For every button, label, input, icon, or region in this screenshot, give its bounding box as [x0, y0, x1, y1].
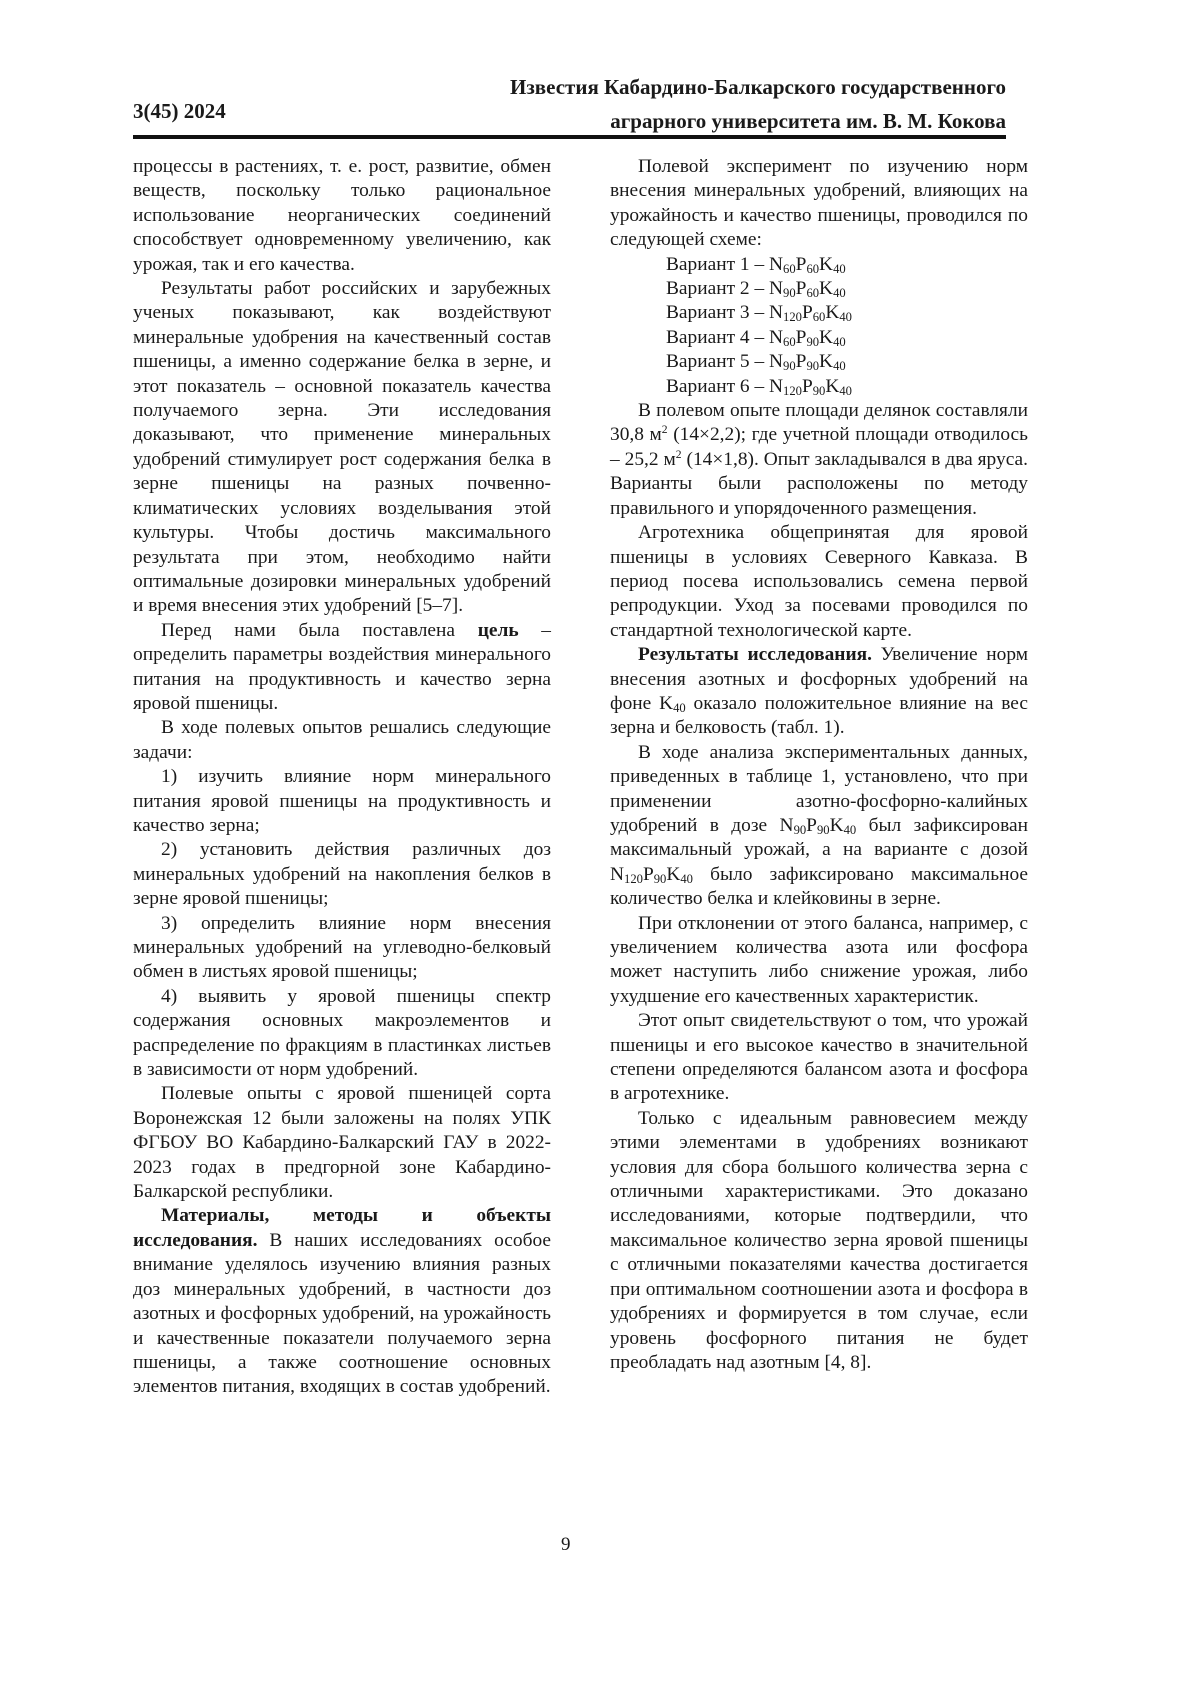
variant-item: Вариант $4 - N_{60}P_{90}K_{40}$ [666, 326, 846, 349]
task-item: 3) определить влияние норм внесения минеральных удобрений на углеводно-белковый обмен в листьях яровой пшеницы; [133, 912, 551, 983]
paragraph: Полевые опыты с яровой пшеницей сорта Воронежская 12 были заложены на полях УПК ФГБОУ ВО Кабардино-Балкарский ГАУ в 2022-2023 годах в предгорной зоне Кабардино-Балкарской республики. [133, 1083, 551, 1203]
text-run: K [666, 863, 681, 885]
text-run: был зафиксирован максимальный урожай, а на варианте с дозой N [610, 814, 1028, 885]
issue-number: 3(45) 2024 [133, 99, 226, 123]
nitrogen-dose: 120 [783, 310, 802, 325]
text-run: (14×1,8). Опыт закладывался в два яруса. Варианты были расположены по методу правильного и упорядоченного размещения. [610, 448, 1028, 519]
text-run: Перед нами была поставлена [161, 619, 478, 641]
text-run: В наших исследованиях особое внимание уделялось изучению влияния разных доз минеральных удобрений, в частности доз азотных и фосфорных удобрений, на урожайность и качественные показатели получаемого зерна пшеницы, а также соотношение основных элементов питания, входящих в состав удобрений. [133, 1229, 551, 1398]
text-run: оказало положительное влияние на вес зерна и белковость (табл. 1). [610, 692, 1028, 739]
phosphorus-dose: 90 [812, 383, 826, 398]
left-column [133, 155, 551, 1400]
variant-label: Вариант 1 – [666, 253, 770, 275]
subscript: 90 [816, 823, 830, 838]
potassium-dose: 40 [833, 261, 846, 276]
superscript: 2 [661, 423, 668, 437]
page-number: 9 [561, 1534, 571, 1555]
paragraph: процессы в растениях, т. е. рост, развитие, обмен веществ, поскольку только рациональное использование неорганических соединений способствует одновременному увеличению, как урожая, так и его качества. [133, 156, 551, 275]
paragraph: Агротехника общепринятая для яровой пшеницы в условиях Северного Кавказа. В период посева использовались семена первой репродукции. Уход за посевами проводился по стандартной технологической карте. [610, 522, 1028, 641]
nitrogen-dose: 90 [783, 286, 796, 301]
phosphorus-dose: 90 [806, 334, 820, 349]
variant-label: Вариант 4 – [666, 326, 770, 348]
text-run: – определить параметры воздействия минерального питания на продуктивность и качество зерна яровой пшеницы. [133, 619, 551, 714]
potassium-dose: 40 [833, 334, 846, 349]
section-heading: Материалы, методы и объекты исследования. [133, 1205, 551, 1251]
nitrogen-dose: 60 [783, 261, 796, 276]
paragraph-goal [133, 619, 551, 717]
phosphorus-dose: 60 [806, 261, 820, 276]
paragraph: Результаты работ российских и зарубежных ученых показывают, как воздействуют минеральные удобрения на качественный состав пшеницы, а именно содержание белка в зерне, и этот показатель – основной показатель качества получаемого зерна. Эти исследования доказывают, что применение минеральных удобрений стимулирует рост содержания белка в зерне пшеницы на разных почвенно-климатических условиях возделывания этой культуры. Чтобы достичь максимального результата при этом, необходимо найти оптимальные дозировки минеральных удобрений и время внесения этих удобрений [5–7]. [133, 278, 551, 617]
goal-term: цель [477, 619, 519, 641]
variant-label: Вариант 2 – [666, 278, 770, 300]
potassium-dose: 40 [833, 359, 846, 374]
right-column [610, 155, 1028, 1375]
variant-label: Вариант 6 – [666, 375, 770, 397]
text-run: Увеличение норм внесения азотных и фосфорных удобрений на фоне K [610, 644, 1029, 714]
paragraph: При отклонении от этого баланса, например, с увеличением количества азота или фосфора может наступить либо снижение урожая, либо ухудшение его качественных характеристик. [610, 912, 1028, 1007]
subscript: 40 [680, 871, 693, 886]
variant-label: Вариант 5 – [666, 351, 770, 373]
text-run: В ходе анализа экспериментальных данных, приведенных в таблице 1, установлено, что при применении азотно-фосфорно-калийных удобрений в дозе N [610, 741, 1028, 836]
variant-list [610, 253, 1028, 399]
text-run: P [642, 863, 654, 885]
text-run: В полевом опыте площади делянок составляли 30,8 м [610, 400, 1028, 446]
subscript: 40 [843, 823, 857, 838]
nitrogen-dose: 90 [783, 359, 796, 374]
paragraph: В ходе полевых опытов решались следующие задачи: [133, 717, 551, 763]
variant-item: Вариант $2 - N_{90}P_{60}K_{40}$ [666, 278, 846, 301]
section-heading: Результаты исследования. [638, 644, 872, 666]
paragraph-plot-area [610, 399, 1028, 521]
paragraph-analysis [610, 741, 1028, 912]
text-run: P [806, 814, 817, 836]
subscript: 90 [653, 871, 667, 886]
text-run: (14×2,2); где учетной площади отводилось – 25,2 м [610, 424, 1028, 470]
phosphorus-dose: 60 [812, 310, 826, 325]
variant-item: Вариант $1 - N_{60}P_{60}K_{40}$ [666, 253, 846, 276]
variant-item: Вариант $6 - N_{120}P_{90}K_{40}$ [666, 375, 852, 398]
potassium-dose: 40 [833, 286, 846, 301]
variant-item: Вариант $3 - N_{120}P_{60}K_{40}$ [666, 302, 852, 325]
running-header [133, 70, 1006, 136]
journal-title-line-1: Известия Кабардино-Балкарского государственного [510, 75, 1006, 99]
potassium-dose: 40 [839, 383, 852, 398]
paragraph: Этот опыт свидетельствуют о том, что урожай пшеницы и его высокое качество в значительной степени определяются балансом азота и фосфора в агротехнике. [610, 1010, 1028, 1105]
subscript: 90 [793, 823, 807, 838]
paragraph: Полевой эксперимент по изучению норм внесения минеральных удобрений, влияющих на урожайность и качество пшеницы, проводился по следующей схеме: [610, 156, 1028, 251]
variant-item: Вариант $5 - N_{90}P_{90}K_{40}$ [666, 351, 846, 374]
text-run: K [829, 814, 844, 836]
phosphorus-dose: 60 [806, 286, 820, 301]
journal-title-line-2: аграрного университета им. В. М. Кокова [610, 109, 1006, 133]
variant-label: Вариант 3 – [666, 302, 770, 324]
phosphorus-dose: 90 [806, 359, 820, 374]
text-run: было зафиксировано максимальное количество белка и клейковины в зерне. [610, 863, 1028, 910]
section-results [610, 643, 1028, 741]
task-item: 2) установить действия различных доз минеральных удобрений на накопления белков в зерне яровой пшеницы; [133, 839, 551, 910]
subscript: 40 [673, 701, 686, 716]
section-materials-methods [133, 1204, 551, 1399]
nitrogen-dose: 60 [783, 334, 796, 349]
potassium-dose: 40 [839, 310, 852, 325]
task-item: 1) изучить влияние норм минерального питания яровой пшеницы на продуктивность и качество зерна; [133, 766, 551, 836]
journal-title [510, 70, 1006, 138]
subscript: 120 [624, 871, 643, 886]
superscript: 2 [675, 447, 682, 461]
header-divider [133, 135, 1006, 139]
task-item: 4) выявить у яровой пшеницы спектр содержания основных макроэлементов и распределение по фракциям в пластинках листьев в зависимости от норм удобрений. [133, 985, 551, 1081]
paragraph: Только с идеальным равновесием между этими элементами в удобрениях возникают условия для сбора большого количества зерна с отличными характеристиками. Это доказано исследованиями, которые подтвердили, что максимальное количество зерна яровой пшеницы с отличными показателями качества достигается при оптимальном соотношении азота и фосфора в удобрениях и формируется в том случае, если уровень фосфорного питания не будет преобладать над азотным [4, 8]. [610, 1107, 1028, 1373]
nitrogen-dose: 120 [783, 383, 802, 398]
